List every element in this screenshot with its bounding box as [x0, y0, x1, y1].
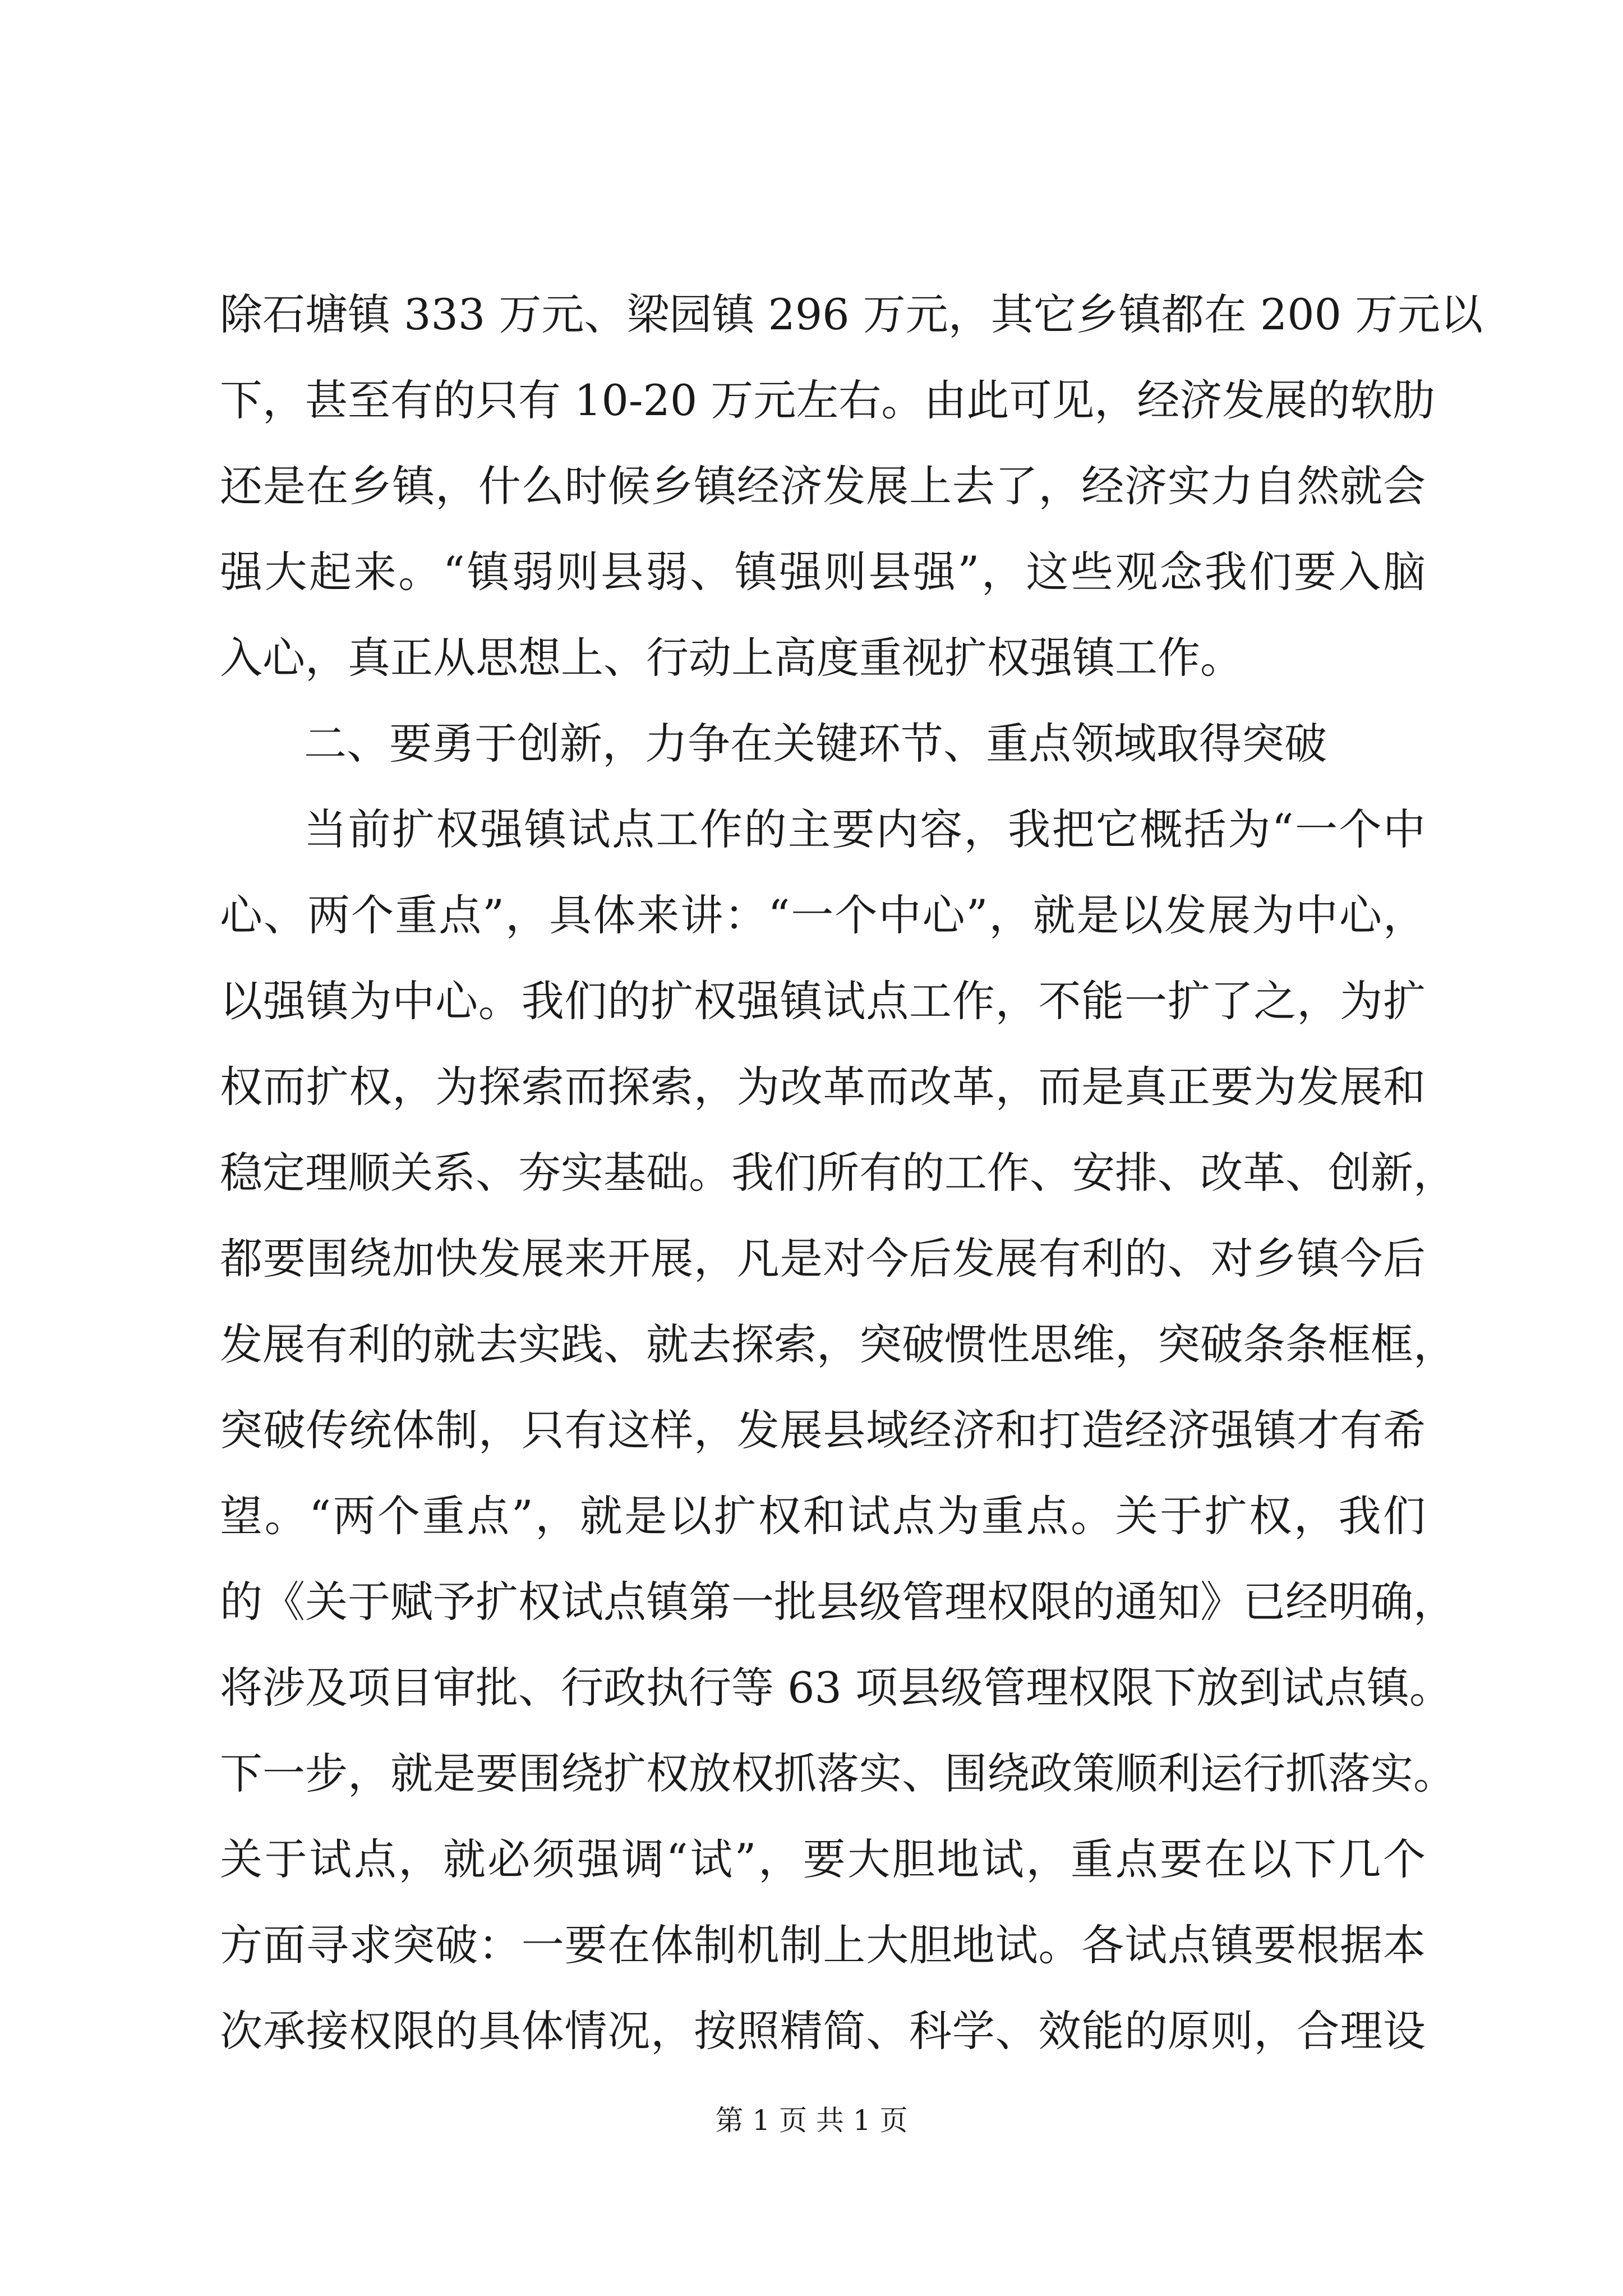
text-line: 下一步，就是要围绕扩权放权抓落实、围绕政策顺利运行抓落实。: [220, 1749, 1456, 1798]
text-line: 将涉及项目审批、行政执行等 63 项县级管理权限下放到试点镇。: [220, 1663, 1453, 1713]
text-line: 发展有利的就去实践、就去探索，突破惯性思维，突破条条框框，: [220, 1319, 1456, 1369]
text-line: 都要围绕加快发展来开展，凡是对今后发展有利的、对乡镇今后: [220, 1234, 1426, 1283]
text-line: 稳定理顺关系、夯实基础。我们所有的工作、安排、改革、创新，: [220, 1148, 1456, 1198]
text-line: 当前扩权强镇试点工作的主要内容，我把它概括为“一个中: [304, 804, 1426, 854]
text-line: 下，甚至有的只有 10-20 万元左右。由此可见，经济发展的软肋: [220, 375, 1436, 425]
text-line: 强大起来。“镇弱则县弱、镇强则县强”，这些观念我们要入脑: [220, 547, 1426, 597]
section-heading: 二、要勇于创新，力争在关键环节、重点领域取得突破: [304, 719, 1327, 769]
document-body: [220, 272, 1483, 2074]
text-line: 入心，真正从思想上、行动上高度重视扩权强镇工作。: [220, 633, 1243, 683]
text-line: 突破传统体制，只有这样，发展县域经济和打造经济强镇才有希: [220, 1405, 1426, 1455]
text-line: 方面寻求突破：一要在体制机制上大胆地试。各试点镇要根据本: [220, 1920, 1426, 1970]
text-line: 望。“两个重点”，就是以扩权和试点为重点。关于扩权，我们: [220, 1491, 1426, 1541]
text-line: 次承接权限的具体情况，按照精简、科学、效能的原则，合理设: [220, 2006, 1426, 2056]
text-line: 除石塘镇 333 万元、梁园镇 296 万元，其它乡镇都在 200 万元以: [220, 289, 1483, 339]
text-line: 以强镇为中心。我们的扩权强镇试点工作，不能一扩了之，为扩: [220, 976, 1426, 1026]
text-line: 心、两个重点”，具体来讲：“一个中心”，就是以发展为中心，: [220, 890, 1426, 940]
text-line: 的《关于赋予扩权试点镇第一批县级管理权限的通知》已经明确，: [220, 1577, 1456, 1627]
page-number-footer: 第 1 页 共 1 页: [715, 2104, 908, 2137]
text-line: 权而扩权，为探索而探索，为改革而改革，而是真正要为发展和: [220, 1062, 1426, 1112]
text-line: 关于试点，就必须强调“试”，要大胆地试，重点要在以下几个: [220, 1834, 1426, 1884]
text-line: 还是在乡镇，什么时候乡镇经济发展上去了，经济实力自然就会: [220, 461, 1426, 511]
